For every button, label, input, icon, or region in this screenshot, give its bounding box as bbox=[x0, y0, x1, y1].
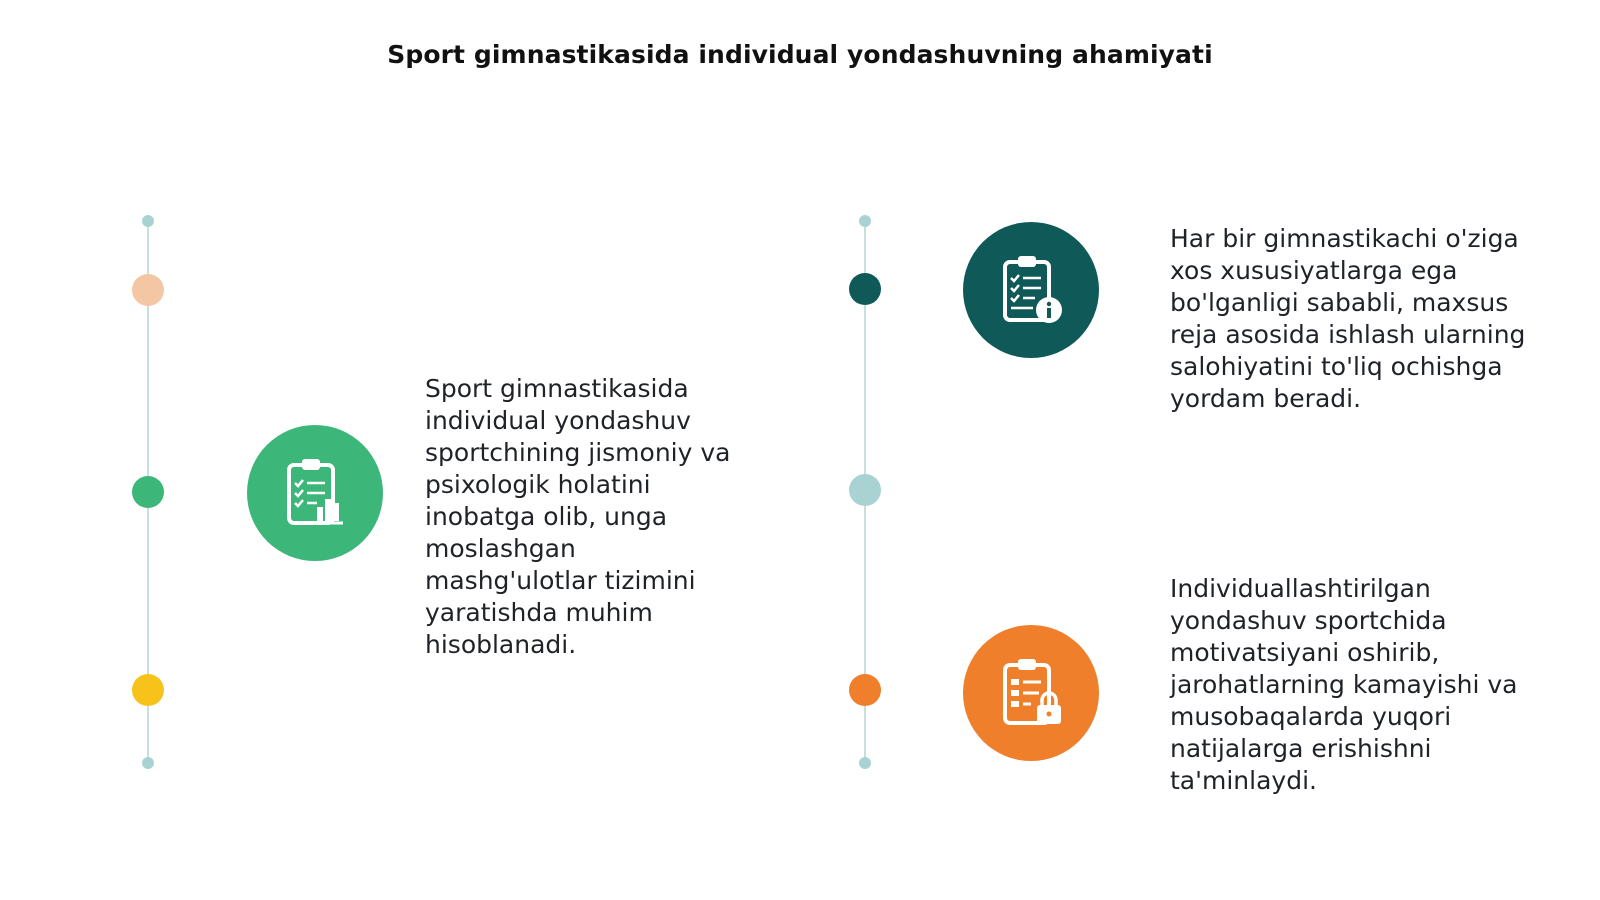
timeline-end-dot-bottom bbox=[142, 757, 154, 769]
item-text-individual-approach: Sport gimnastikasida individual yondashuv sportchining jismoniy va psixologik holatini inobatga olib, unga moslashgan mashg'ulotlar tizimini yaratishda muhim hisoblanadi. bbox=[425, 374, 731, 659]
page-title: Sport gimnastikasida individual yondashuvning ahamiyati bbox=[387, 40, 1213, 69]
timeline-dot-teal bbox=[849, 273, 881, 305]
timeline-end-dot-top bbox=[859, 215, 871, 227]
timeline-left bbox=[128, 0, 168, 900]
timeline-dot-peach bbox=[132, 274, 164, 306]
item-text-motivation: Individuallashtirilgan yondashuv sportchida motivatsiyani oshirib, jarohatlarning kamayishi va musobaqalarda yuqori natijalarga erishishni ta'minlaydi. bbox=[1170, 574, 1518, 795]
timeline-right bbox=[845, 0, 885, 900]
timeline-dot-green bbox=[132, 476, 164, 508]
clipboard-info-icon bbox=[963, 222, 1099, 358]
clipboard-lock-icon bbox=[963, 625, 1099, 761]
clipboard-chart-icon bbox=[247, 425, 383, 561]
timeline-end-dot-bottom bbox=[859, 757, 871, 769]
timeline-dot-orange bbox=[849, 674, 881, 706]
timeline-dot-light bbox=[849, 474, 881, 506]
timeline-end-dot-top bbox=[142, 215, 154, 227]
item-text-special-plan: Har bir gimnastikachi o'ziga xos xususiyatlarga ega bo'lganligi sababli, maxsus reja asosida ishlash ularning salohiyatini to'liq ochishga yordam beradi. bbox=[1170, 224, 1526, 413]
timeline-dot-yellow bbox=[132, 674, 164, 706]
